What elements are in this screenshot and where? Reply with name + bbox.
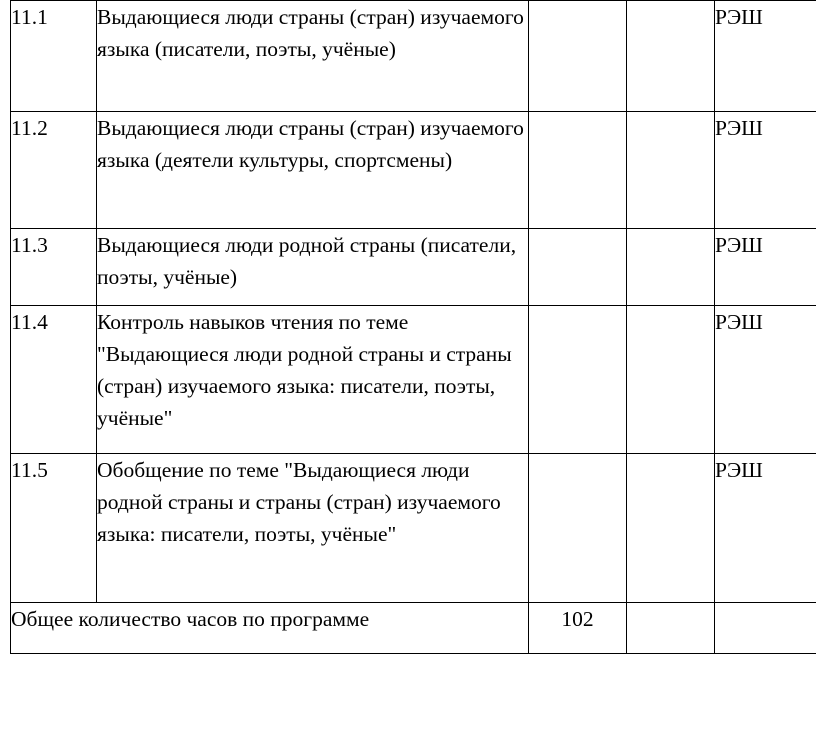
hours-cell [529,454,627,603]
curriculum-table [10,0,816,654]
total-control-cell [627,603,715,654]
control-cell [627,1,715,112]
control-cell [627,306,715,454]
table-row [11,112,816,229]
lesson-topic: Выдающиеся люди родной страны (писатели, поэты, учёные) [97,229,529,306]
control-cell [627,454,715,603]
lesson-topic: Выдающиеся люди страны (стран) изучаемого языка (деятели культуры, спортсмены) [97,112,529,229]
total-hours-value: 102 [529,603,627,654]
lesson-number: 11.5 [11,454,97,603]
control-cell [627,112,715,229]
table-row [11,229,816,306]
control-cell [627,229,715,306]
resource-cell: РЭШ [715,454,816,603]
table-row [11,306,816,454]
lesson-topic: Выдающиеся люди страны (стран) изучаемого языка (писатели, поэты, учёные) [97,1,529,112]
total-resource-cell [715,603,816,654]
table-row [11,1,816,112]
hours-cell [529,112,627,229]
lesson-number: 11.2 [11,112,97,229]
total-row [11,603,816,654]
hours-cell [529,1,627,112]
lesson-topic: Обобщение по теме "Выдающиеся люди родной страны и страны (стран) изучаемого языка: писатели, поэты, учёные" [97,454,529,603]
lesson-number: 11.1 [11,1,97,112]
resource-cell: РЭШ [715,1,816,112]
resource-cell: РЭШ [715,229,816,306]
resource-cell: РЭШ [715,306,816,454]
lesson-topic: Контроль навыков чтения по теме "Выдающиеся люди родной страны и страны (стран) изучаемого языка: писатели, поэты, учёные" [97,306,529,454]
lesson-number: 11.3 [11,229,97,306]
hours-cell [529,229,627,306]
lesson-number: 11.4 [11,306,97,454]
total-hours-label: Общее количество часов по программе [11,603,529,654]
table-row [11,454,816,603]
resource-cell: РЭШ [715,112,816,229]
hours-cell [529,306,627,454]
